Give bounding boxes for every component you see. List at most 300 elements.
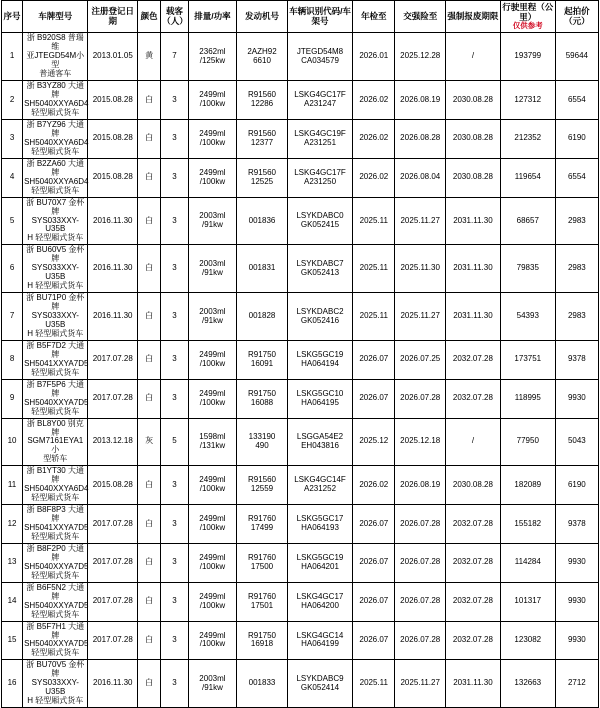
cell-vin <box>287 466 352 505</box>
cell-reg-date: 2015.08.28 <box>88 158 138 197</box>
cell-displacement <box>188 81 237 120</box>
cell-reg-date: 2015.08.28 <box>88 81 138 120</box>
cell-vin-line: LSKG4GC14 <box>296 630 344 640</box>
cell-engine-no <box>237 466 288 505</box>
cell-index: 16 <box>2 660 23 708</box>
cell-vin-line: LSYKDABC2 <box>296 306 344 316</box>
cell-engine-no-line: 001836 <box>248 215 276 225</box>
cell-reg-date: 2016.11.30 <box>88 660 138 708</box>
cell-strong-due: 2031.11.30 <box>446 293 501 341</box>
cell-vin-line: LSYKDABC7 <box>296 258 344 268</box>
cell-plate-line: 浙 B8F8P3 大通牌 <box>26 505 84 524</box>
cell-seats: 3 <box>161 582 188 621</box>
cell-price: 2983 <box>555 293 598 341</box>
cell-displacement-line: 2499ml <box>199 475 226 485</box>
cell-year-check: 2026.07 <box>353 379 395 418</box>
cell-price: 9378 <box>555 340 598 379</box>
cell-seats: 3 <box>161 120 188 159</box>
cell-strong-due: 2030.08.28 <box>446 158 501 197</box>
cell-price: 2983 <box>555 197 598 245</box>
cell-vin-line: HA064194 <box>301 358 339 368</box>
cell-year-check: 2026.02 <box>353 158 395 197</box>
cell-reg-date: 2016.11.30 <box>88 197 138 245</box>
cell-engine-no <box>237 418 288 466</box>
cell-delivery: 2025.12.18 <box>395 418 446 466</box>
cell-mileage: 212352 <box>500 120 555 159</box>
cell-plate-line: 浙 B6F5N2 大通牌 <box>26 582 85 601</box>
header-engine-no: 发动机号 <box>237 1 288 33</box>
cell-plate-line: 浙 B5F7H1 大通牌 <box>26 621 85 640</box>
cell-displacement-line: /100kw <box>199 358 226 368</box>
cell-displacement <box>188 120 237 159</box>
cell-year-check: 2026.02 <box>353 466 395 505</box>
cell-vin <box>287 505 352 544</box>
cell-engine-no-line: 17499 <box>250 523 274 533</box>
cell-year-check: 2026.07 <box>353 621 395 660</box>
cell-price: 2712 <box>555 660 598 708</box>
table-row <box>2 120 599 159</box>
cell-delivery: 2025.11.30 <box>395 245 446 293</box>
cell-price: 9930 <box>555 621 598 660</box>
cell-displacement <box>188 293 237 341</box>
cell-displacement-line: /100kw <box>199 523 226 533</box>
cell-displacement-line: 2499ml <box>199 90 226 100</box>
cell-plate <box>23 660 88 708</box>
cell-reg-date: 2017.07.28 <box>88 379 138 418</box>
cell-strong-due: 2032.07.28 <box>446 340 501 379</box>
cell-vin <box>287 660 352 708</box>
cell-displacement-line: /100kw <box>199 99 226 109</box>
cell-strong-due: 2031.11.30 <box>446 245 501 293</box>
header-plate: 车牌型号 <box>23 1 88 33</box>
cell-plate-line: 浙 B2ZA60 大通牌 <box>26 158 84 177</box>
cell-vin-line: LSGGA54E2 <box>296 431 344 441</box>
cell-vin-line: LSKG5GC19 <box>296 349 344 359</box>
cell-vin-line: A231251 <box>303 137 337 147</box>
cell-plate-line: 轻型厢式货车 <box>31 531 80 541</box>
table-row <box>2 197 599 245</box>
cell-plate-line: SH5040XXYA7D5 <box>24 561 89 571</box>
header-color: 颜色 <box>138 1 161 33</box>
cell-reg-date: 2017.07.28 <box>88 505 138 544</box>
cell-color: 白 <box>138 245 161 293</box>
cell-index: 15 <box>2 621 23 660</box>
cell-plate-line: SYS033XXY-U35B <box>31 263 79 282</box>
cell-engine-no-line: 16088 <box>250 397 274 407</box>
cell-displacement-line: 2003ml <box>199 673 226 683</box>
cell-color: 白 <box>138 158 161 197</box>
cell-seats: 3 <box>161 543 188 582</box>
cell-displacement-line: /100kw <box>199 397 226 407</box>
cell-displacement <box>188 340 237 379</box>
cell-mileage: 79835 <box>500 245 555 293</box>
cell-displacement-line: 2499ml <box>199 388 226 398</box>
cell-engine-no-line: 490 <box>255 440 269 450</box>
cell-plate-line: SYS033XXY-U35B <box>31 678 79 697</box>
cell-plate-line: 浙 B7YZ96 大通牌 <box>26 120 84 138</box>
cell-color: 白 <box>138 582 161 621</box>
cell-displacement-line: /125kw <box>199 55 226 65</box>
cell-engine-no <box>237 197 288 245</box>
cell-vin-line: HA064200 <box>301 600 339 610</box>
cell-displacement-line: 2003ml <box>199 211 226 221</box>
cell-displacement <box>188 660 237 708</box>
cell-index: 12 <box>2 505 23 544</box>
cell-engine-no-line: 001828 <box>248 311 276 321</box>
cell-price: 2983 <box>555 245 598 293</box>
cell-vin-line: HA064193 <box>301 523 339 533</box>
cell-engine-no <box>237 340 288 379</box>
cell-color: 白 <box>138 293 161 341</box>
cell-plate-line: 浙 B8F2P0 大通牌 <box>26 543 84 562</box>
cell-color: 白 <box>138 660 161 708</box>
cell-mileage: 155182 <box>500 505 555 544</box>
cell-engine-no <box>237 81 288 120</box>
cell-delivery: 2026.07.28 <box>395 505 446 544</box>
cell-vin-line: LSKG4GC17F <box>294 167 346 177</box>
table-row <box>2 158 599 197</box>
cell-strong-due: 2032.07.28 <box>446 505 501 544</box>
cell-reg-date: 2013.01.05 <box>88 33 138 81</box>
cell-mileage: 132663 <box>500 660 555 708</box>
cell-color: 灰 <box>138 418 161 466</box>
cell-plate <box>23 582 88 621</box>
cell-plate-line: SYS033XXY-U35B <box>31 215 79 234</box>
cell-vin-line: CA034579 <box>301 55 339 65</box>
cell-mileage: 182089 <box>500 466 555 505</box>
cell-engine-no-line: R91560 <box>247 475 277 485</box>
cell-displacement-line: 2003ml <box>199 306 226 316</box>
cell-engine-no-line: R91750 <box>247 349 277 359</box>
cell-seats: 7 <box>161 33 188 81</box>
cell-engine-no-line: 17500 <box>250 561 274 571</box>
cell-displacement-line: /100kw <box>199 639 226 649</box>
cell-mileage: 173751 <box>500 340 555 379</box>
cell-plate-line: SH5040XXYA6D4 <box>24 484 89 494</box>
cell-delivery: 2026.07.28 <box>395 543 446 582</box>
cell-year-check: 2025.11 <box>353 245 395 293</box>
cell-displacement-line: 2499ml <box>199 167 226 177</box>
cell-plate-line: 轻型厢式货车 <box>31 493 80 503</box>
cell-displacement <box>188 543 237 582</box>
cell-vin-line: LSKG5GC17 <box>296 514 344 524</box>
cell-plate-line: 轻型厢式货车 <box>31 108 80 118</box>
cell-year-check: 2026.02 <box>353 120 395 159</box>
cell-vin <box>287 379 352 418</box>
table-row <box>2 505 599 544</box>
cell-vin-line: A231247 <box>303 99 337 109</box>
table-row <box>2 379 599 418</box>
cell-plate-line: 浙 B3YZ80 大通牌 <box>26 81 84 100</box>
cell-vin-line: LSKG4GC19F <box>294 128 346 138</box>
header-index: 序号 <box>2 1 23 33</box>
cell-vin-line: HA064195 <box>301 397 339 407</box>
cell-reg-date: 2016.11.30 <box>88 293 138 341</box>
cell-price: 6554 <box>555 81 598 120</box>
cell-seats: 3 <box>161 660 188 708</box>
cell-displacement-line: /91kw <box>201 315 223 325</box>
cell-engine-no-line: 133190 <box>248 431 276 441</box>
header-displacement: 排量/功率 <box>188 1 237 33</box>
cell-displacement-line: /100kw <box>199 176 226 186</box>
cell-displacement <box>188 621 237 660</box>
cell-engine-no <box>237 621 288 660</box>
cell-plate-line: 轻型厢式货车 <box>31 648 80 658</box>
cell-mileage: 77950 <box>500 418 555 466</box>
cell-engine-no <box>237 293 288 341</box>
cell-plate-line: SH5040XXYA7D5 <box>24 600 89 610</box>
cell-displacement-line: 2499ml <box>199 552 226 562</box>
cell-plate-line: 型轿车 <box>43 454 68 464</box>
cell-engine-no <box>237 660 288 708</box>
cell-index: 2 <box>2 81 23 120</box>
table-row <box>2 245 599 293</box>
cell-displacement-line: 2499ml <box>199 630 226 640</box>
cell-mileage: 68657 <box>500 197 555 245</box>
cell-reg-date: 2017.07.28 <box>88 582 138 621</box>
cell-engine-no-line: 12525 <box>250 176 274 186</box>
cell-index: 6 <box>2 245 23 293</box>
cell-seats: 3 <box>161 621 188 660</box>
cell-plate <box>23 245 88 293</box>
cell-engine-no-line: 16091 <box>250 358 274 368</box>
cell-index: 10 <box>2 418 23 466</box>
cell-displacement <box>188 466 237 505</box>
cell-reg-date: 2015.08.28 <box>88 466 138 505</box>
cell-strong-due: 2032.07.28 <box>446 543 501 582</box>
cell-displacement-line: /91kw <box>201 220 223 229</box>
table-row <box>2 543 599 582</box>
header-strong-due: 强制报废期限 <box>446 1 501 33</box>
cell-vin-line: LSKG5GC10 <box>296 388 344 398</box>
cell-vin <box>287 543 352 582</box>
cell-plate-line: 亚JTEGD54M小型 <box>26 51 85 70</box>
cell-strong-due: 2032.07.28 <box>446 621 501 660</box>
mileage-reference-note: 仅供参考 <box>512 21 543 31</box>
cell-engine-no-line: 16918 <box>250 639 274 649</box>
cell-vin-line: GK052414 <box>300 682 340 692</box>
table-header-row <box>2 1 599 33</box>
cell-plate <box>23 505 88 544</box>
cell-engine-no-line: 001833 <box>248 678 276 688</box>
header-vin: 车辆识别代码/车架号 <box>287 1 352 33</box>
cell-plate <box>23 81 88 120</box>
cell-plate-line: 轻型厢式货车 <box>31 406 80 416</box>
cell-color: 白 <box>138 379 161 418</box>
cell-strong-due: 2031.11.30 <box>446 197 501 245</box>
cell-color: 白 <box>138 340 161 379</box>
cell-engine-no-line: R91560 <box>247 167 277 177</box>
cell-index: 3 <box>2 120 23 159</box>
cell-displacement-line: /100kw <box>199 137 226 147</box>
cell-vin <box>287 120 352 159</box>
header-seats: 载客（人） <box>161 1 188 33</box>
table-row <box>2 33 599 81</box>
cell-strong-due: 2032.07.28 <box>446 379 501 418</box>
cell-year-check: 2026.02 <box>353 81 395 120</box>
cell-vin-line: HA064199 <box>301 639 339 649</box>
cell-displacement-line: 2499ml <box>199 514 226 524</box>
cell-displacement-line: 2499ml <box>199 591 226 601</box>
cell-engine-no <box>237 379 288 418</box>
cell-plate-line: 浙 B1YT30 大通牌 <box>26 466 84 485</box>
cell-displacement <box>188 505 237 544</box>
cell-mileage: 127312 <box>500 81 555 120</box>
cell-color: 白 <box>138 505 161 544</box>
cell-vin-line: LSYKDABC9 <box>296 673 344 683</box>
cell-vin-line: LSKG4GC14F <box>294 475 346 485</box>
cell-engine-no <box>237 33 288 81</box>
cell-plate-line: 轻型厢式货车 <box>31 185 80 195</box>
cell-plate <box>23 33 88 81</box>
cell-reg-date: 2015.08.28 <box>88 120 138 159</box>
cell-mileage: 54393 <box>500 293 555 341</box>
cell-displacement-line: /100kw <box>199 484 226 494</box>
cell-plate-line: 轻型厢式货车 <box>31 367 80 377</box>
cell-color: 白 <box>138 120 161 159</box>
table-row <box>2 418 599 466</box>
cell-vin <box>287 158 352 197</box>
cell-delivery: 2025.11.27 <box>395 293 446 341</box>
cell-engine-no-line: 001831 <box>248 263 276 273</box>
cell-plate <box>23 197 88 245</box>
cell-engine-no <box>237 158 288 197</box>
cell-price: 9930 <box>555 543 598 582</box>
cell-color: 白 <box>138 197 161 245</box>
cell-vin-line: GK052416 <box>300 315 340 325</box>
cell-year-check: 2025.12 <box>353 418 395 466</box>
cell-price: 9930 <box>555 582 598 621</box>
cell-vin <box>287 293 352 341</box>
cell-mileage: 123082 <box>500 621 555 660</box>
cell-index: 8 <box>2 340 23 379</box>
cell-displacement-line: 1598ml <box>199 431 226 441</box>
cell-mileage: 193799 <box>500 33 555 81</box>
cell-engine-no-line: R91560 <box>247 90 277 100</box>
cell-strong-due: / <box>446 418 501 466</box>
cell-year-check: 2026.01 <box>353 33 395 81</box>
table-row <box>2 340 599 379</box>
cell-plate-line: 浙 BL8Y00 别克牌 <box>26 418 84 437</box>
cell-engine-no <box>237 543 288 582</box>
cell-engine-no-line: R91560 <box>247 128 277 138</box>
cell-vin-line: HA064201 <box>301 561 339 571</box>
cell-plate-line: 轻型厢式货车 <box>31 570 80 580</box>
cell-displacement-line: 2499ml <box>199 128 226 138</box>
cell-reg-date: 2017.07.28 <box>88 543 138 582</box>
cell-price: 9378 <box>555 505 598 544</box>
cell-strong-due: 2031.11.30 <box>446 660 501 708</box>
cell-price: 59644 <box>555 33 598 81</box>
cell-delivery: 2026.08.19 <box>395 466 446 505</box>
cell-plate <box>23 418 88 466</box>
cell-delivery: 2026.08.04 <box>395 158 446 197</box>
cell-seats: 3 <box>161 197 188 245</box>
cell-year-check: 2026.07 <box>353 543 395 582</box>
cell-vin-line: LSKG5GC19 <box>296 552 344 562</box>
cell-displacement-line: 2499ml <box>199 349 226 359</box>
cell-vin <box>287 418 352 466</box>
cell-seats: 3 <box>161 245 188 293</box>
cell-plate-line: H 轻型厢式货车 <box>27 696 84 706</box>
vehicle-table <box>1 0 599 708</box>
cell-engine-no-line: 6610 <box>253 55 271 65</box>
cell-index: 4 <box>2 158 23 197</box>
cell-plate-line: 浙 B920S8 普瑞维 <box>26 33 84 52</box>
cell-delivery: 2026.08.28 <box>395 120 446 159</box>
cell-plate <box>23 543 88 582</box>
cell-seats: 3 <box>161 340 188 379</box>
cell-index: 14 <box>2 582 23 621</box>
cell-vin <box>287 340 352 379</box>
cell-year-check: 2026.07 <box>353 505 395 544</box>
cell-plate-line: H 轻型厢式货车 <box>27 233 84 243</box>
cell-plate-line: SH5040XXYA6D4 <box>24 176 89 186</box>
cell-vin-line: GK052415 <box>300 220 340 229</box>
cell-vin-line: JTEGD54M8 <box>296 46 344 56</box>
cell-engine-no-line: 12286 <box>250 99 274 109</box>
cell-displacement <box>188 245 237 293</box>
cell-index: 5 <box>2 197 23 245</box>
cell-displacement <box>188 379 237 418</box>
cell-plate-line: 轻型厢式货车 <box>31 146 80 156</box>
cell-plate-line: 普通客车 <box>39 69 72 79</box>
cell-mileage: 118995 <box>500 379 555 418</box>
cell-delivery: 2025.11.27 <box>395 660 446 708</box>
cell-vin-line: LSKG4GC17 <box>296 591 344 601</box>
cell-plate <box>23 293 88 341</box>
cell-plate-line: 浙 B7F5P6 大通牌 <box>26 379 84 398</box>
cell-vin-line: LSYKDABC0 <box>296 211 344 221</box>
cell-displacement <box>188 197 237 245</box>
cell-engine-no-line: R91750 <box>247 388 277 398</box>
cell-color: 黄 <box>138 33 161 81</box>
cell-reg-date: 2013.12.18 <box>88 418 138 466</box>
cell-vin <box>287 81 352 120</box>
cell-reg-date: 2017.07.28 <box>88 621 138 660</box>
table-row <box>2 293 599 341</box>
cell-displacement <box>188 418 237 466</box>
cell-price: 9930 <box>555 379 598 418</box>
cell-plate-line: 浙 BU70V5 金杯牌 <box>26 660 85 679</box>
cell-seats: 3 <box>161 81 188 120</box>
cell-delivery: 2026.07.25 <box>395 340 446 379</box>
cell-displacement <box>188 158 237 197</box>
cell-year-check: 2025.11 <box>353 660 395 708</box>
cell-reg-date: 2016.11.30 <box>88 245 138 293</box>
table-row <box>2 466 599 505</box>
cell-vin-line: LSKG4GC17F <box>294 90 346 100</box>
cell-seats: 3 <box>161 466 188 505</box>
cell-engine-no <box>237 245 288 293</box>
cell-seats: 3 <box>161 158 188 197</box>
cell-vin-line: GK052413 <box>300 267 340 277</box>
cell-color: 白 <box>138 466 161 505</box>
cell-engine-no-line: R91750 <box>247 630 277 640</box>
cell-strong-due: 2030.08.28 <box>446 466 501 505</box>
cell-vin <box>287 33 352 81</box>
cell-plate-line: SH5040XXYA6D4 <box>24 137 89 147</box>
cell-strong-due: / <box>446 33 501 81</box>
cell-plate-line: SH5041XXYA7D5 <box>24 523 89 533</box>
cell-displacement-line: /91kw <box>201 682 223 692</box>
cell-plate-line: SH5040XXYA7D5 <box>24 639 89 649</box>
cell-plate-line: SYS033XXY-U35B <box>31 311 79 330</box>
cell-delivery: 2025.12.28 <box>395 33 446 81</box>
cell-displacement-line: /131kw <box>199 440 226 450</box>
cell-engine-no-line: 12559 <box>250 484 274 494</box>
cell-price: 6554 <box>555 158 598 197</box>
